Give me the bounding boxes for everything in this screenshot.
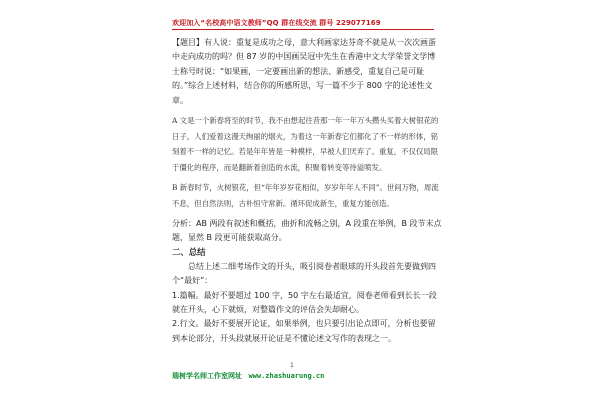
- header-rule: [172, 29, 434, 30]
- summary-intro: 总结上述二细考场作文的开头，吸引阅卷者眼球的开头段首先要做到四个“最好”：: [172, 261, 436, 286]
- page-number: 1: [290, 362, 294, 369]
- summary-point-2: 2.行文。最好不要展开论证，如果举例，也只要引出论点即可，分析也要留到本论部分，开头段就展开论证是不懂论述文写作的表现之一。: [172, 319, 436, 343]
- prompt-paragraph: 【题目】有人说：重复是成功之母，意大利画家达芬奇不就是从一次次画蛋中走向成功的吗？但 87 岁的中国画吴冠中先生在香港中文大学荣誉文学博士称号时说：“如果画，一定要画出新的想法、新感受，重复自己是可耻的。”综合上述材料，结合你的所感所思，写一篇不少于 800 字的论述性文章。: [172, 38, 436, 105]
- analysis-paragraph: 分析：AB 两段有叙述和概括，曲折和流畅之别，A 段重在举例，B 段节末点题，显然 B 段更可能获取高分。: [172, 218, 442, 242]
- footer-url[interactable]: www.zhashuarung.cn: [248, 372, 325, 380]
- page-footer: [172, 371, 324, 381]
- document-body: [172, 36, 442, 346]
- footer-label: 瑞树学名师工作室网址: [172, 372, 242, 380]
- summary-point-1: 1.篇幅。最好不要超过 100 字，50 字左右最适宜，阅卷老师看到长长一段就在开头，心下就烦，对整篇作文的评估会失却耐心。: [172, 290, 437, 315]
- essay-a-paragraph: A 文是一个新春将至的时节，我不由想起往昔那一年一年万头攒头买着大树银花的日子。人们爱着这漫天绚丽的烟火，为着这一年新春它们都化了不一样的形体，铭刻着不一样的记忆。若是年年皆是一种模样，早被人们厌弃了。重复，不仅仅局限于僵化的程序，而是翻新着创造的水流，积聚着转变等待溢喷发。: [172, 116, 439, 172]
- section-heading: 二、总结: [172, 247, 206, 258]
- page-header: 欢迎加入“名校高中语文教师”QQ 群在线交流 群号 229077169: [172, 19, 381, 27]
- essay-b-paragraph: B 新春时节，火树银花，但“年年岁岁花相似，岁岁年年人不同”。世间万物，周流不息，但自然法则，古朴恒守常新。循环促成新生，重复方能创造。: [172, 183, 439, 208]
